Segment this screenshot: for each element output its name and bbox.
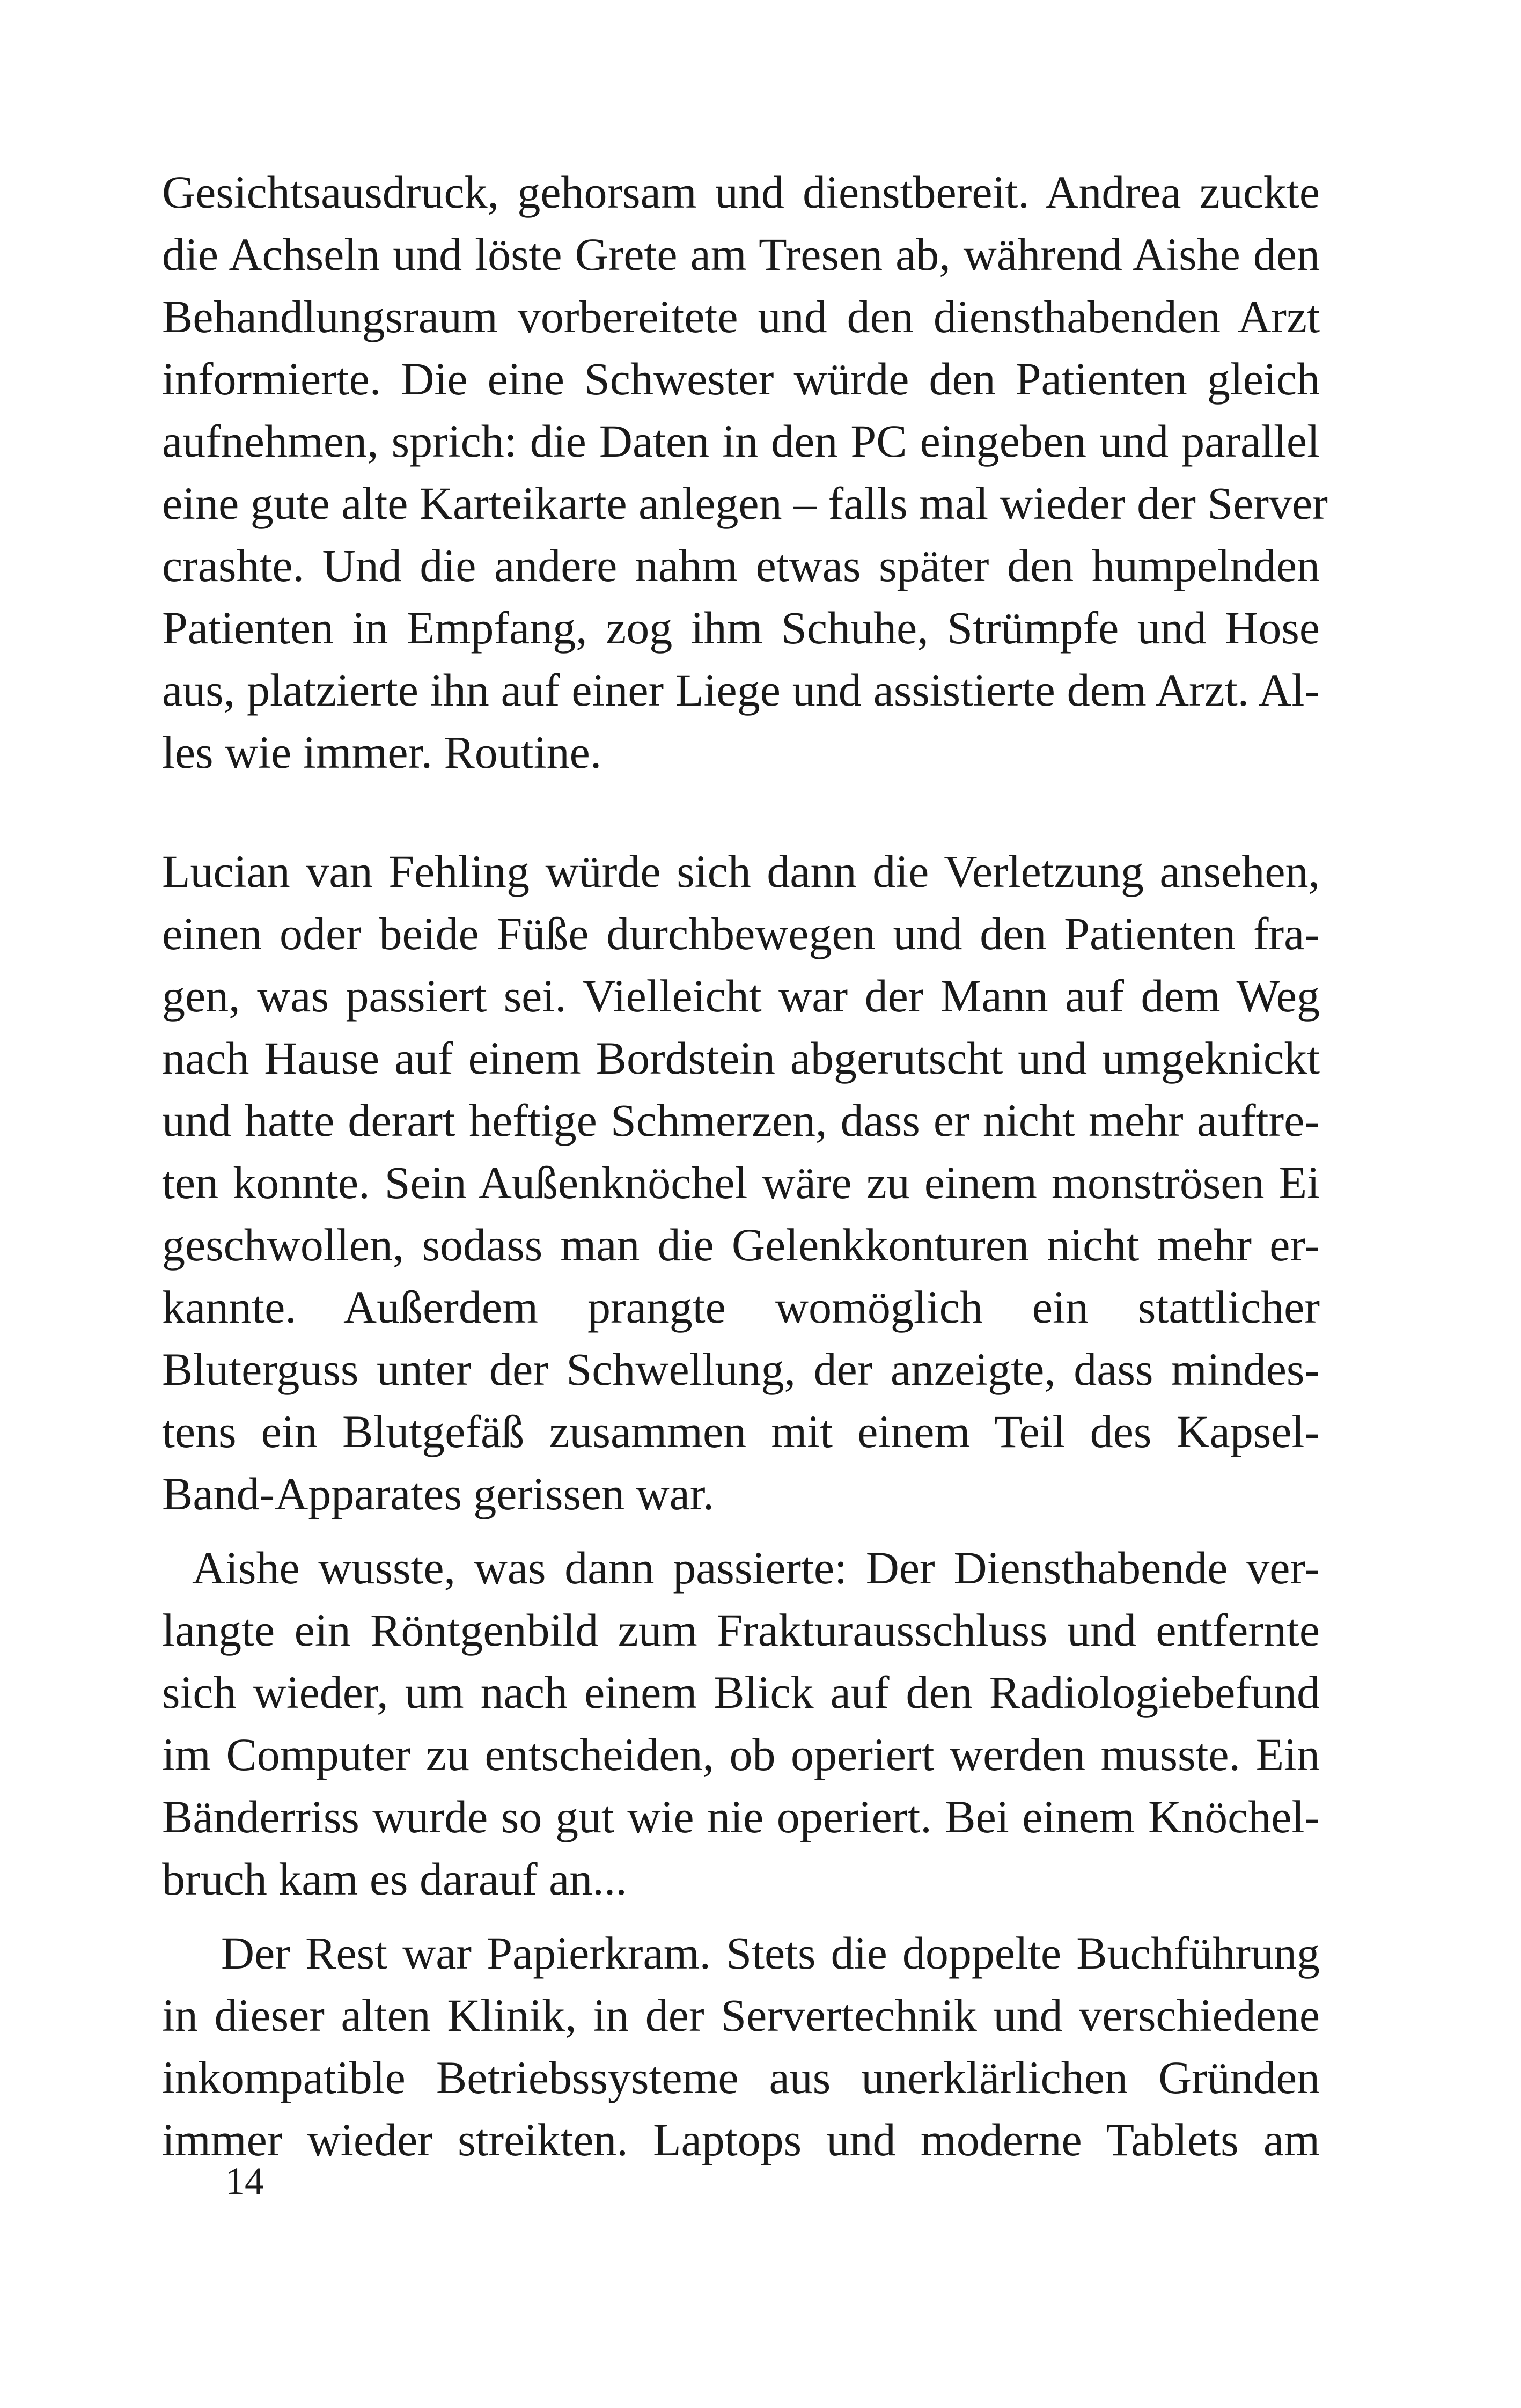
text-line: ten konnte. Sein Außenknöchel wäre zu einem monströsen Ei	[162, 1157, 1320, 1208]
text-line: langte ein Röntgenbild zum Frakturausschluss und entfernte	[162, 1604, 1320, 1656]
text-line: les wie immer. Routine.	[162, 726, 602, 778]
paragraph-spacer	[162, 1910, 1320, 1922]
text-line: nach Hause auf einem Bordstein abgerutscht und umgeknickt	[162, 1032, 1320, 1084]
text-line: Band-Apparates gerissen war.	[162, 1468, 715, 1519]
text-line: gen, was passiert sei. Vielleicht war der Mann auf dem Weg	[162, 970, 1320, 1022]
text-line: sich wieder, um nach einem Blick auf den Radiologiebefund	[162, 1666, 1320, 1718]
text-line: geschwollen, sodass man die Gelenkkonturen nicht mehr er-	[162, 1219, 1320, 1271]
text-line: Gesichtsausdruck, gehorsam und dienstbereit. Andrea zuckte	[162, 166, 1320, 218]
paragraph-spacer	[162, 1525, 1320, 1537]
text-line: informierte. Die eine Schwester würde den Patienten gleich	[162, 353, 1320, 405]
text-line: Bluterguss unter der Schwellung, der anzeigte, dass mindes-	[162, 1344, 1320, 1395]
text-line: einen oder beide Füße durchbewegen und den Patienten fra-	[162, 908, 1320, 959]
text-line: Der Rest war Papierkram. Stets die doppelte Buchführung	[221, 1927, 1320, 1979]
text-line: Aishe wusste, was dann passierte: Der Diensthabende ver-	[192, 1542, 1320, 1594]
text-line: Behandlungsraum vorbereitete und den diensthabenden Arzt	[162, 291, 1320, 342]
text-line: immer wieder streikten. Laptops und moderne Tablets am	[162, 2114, 1320, 2165]
paragraph-spacer	[162, 783, 1320, 840]
text-line: tens ein Blutgefäß zusammen mit einem Teil des Kapsel-	[162, 1406, 1320, 1457]
text-line: Patienten in Empfang, zog ihm Schuhe, Strümpfe und Hose	[162, 602, 1320, 654]
text-line: in dieser alten Klinik, in der Servertechnik und verschiedene	[162, 1989, 1320, 2041]
text-line: crashte. Und die andere nahm etwas später den humpelnden	[162, 540, 1320, 591]
text-line: bruch kam es darauf an...	[162, 1853, 627, 1905]
text-line: inkompatible Betriebssysteme aus unerklärlichen Gründen	[162, 2052, 1320, 2103]
text-line: Bänderriss wurde so gut wie nie operiert. Bei einem Knöchel-	[162, 1791, 1320, 1842]
text-line: aus, platzierte ihn auf einer Liege und assistierte dem Arzt. Al-	[162, 664, 1320, 716]
paragraph-3	[162, 1537, 1320, 1910]
body-text	[162, 161, 1328, 2171]
text-line: im Computer zu entscheiden, ob operiert werden musste. Ein	[162, 1729, 1320, 1780]
paragraph-2	[162, 840, 1320, 1525]
text-line: aufnehmen, sprich: die Daten in den PC eingeben und parallel	[162, 415, 1320, 467]
paragraph-4	[162, 1922, 1320, 2171]
page-number: 14	[225, 2160, 264, 2203]
text-line: Lucian van Fehling würde sich dann die Verletzung ansehen,	[162, 846, 1320, 897]
text-line: die Achseln und löste Grete am Tresen ab, während Aishe den	[162, 229, 1320, 280]
text-line: eine gute alte Karteikarte anlegen – falls mal wieder der Server	[162, 478, 1328, 529]
text-line: kannte. Außerdem prangte womöglich ein stattlicher	[162, 1281, 1320, 1333]
text-line: und hatte derart heftige Schmerzen, dass er nicht mehr auftre-	[162, 1095, 1320, 1146]
paragraph-1	[162, 161, 1328, 783]
